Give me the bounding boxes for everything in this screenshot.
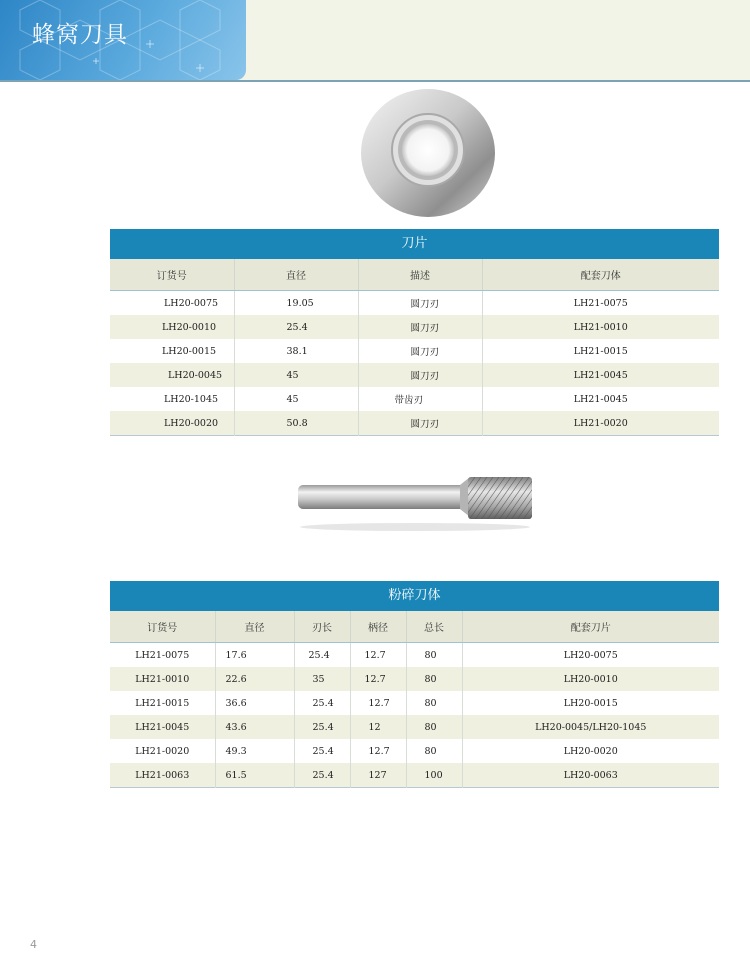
- table-cell: LH20-0075: [563, 649, 618, 661]
- table-cell: 25.4: [294, 715, 350, 739]
- table-row: [110, 291, 719, 316]
- table-cell: LH20-0010: [110, 315, 234, 339]
- table-cell: 圆刀刃: [358, 291, 482, 316]
- table-cell: LH20-0075: [110, 291, 234, 316]
- table-cell: 圆刀刃: [358, 363, 482, 387]
- table-cell: 35: [294, 667, 350, 691]
- table-cell: LH20-0020: [110, 411, 234, 436]
- blade-table: [110, 229, 719, 436]
- table-cell: LH20-1045: [110, 387, 234, 411]
- table-cell: LH21-0020: [482, 411, 719, 436]
- table-cell: 38.1: [234, 339, 358, 363]
- table-cell: 12.7: [350, 691, 406, 715]
- column-header: 总长: [406, 611, 462, 643]
- page-title: 蜂窝刀具: [32, 22, 128, 48]
- table-header-row: [110, 611, 719, 643]
- table-cell: 22.6: [215, 667, 294, 691]
- table-cell: 12.7: [350, 643, 406, 668]
- table-cell: 圆刀刃: [358, 339, 482, 363]
- table-cell: 127: [350, 763, 406, 788]
- table-cell: LH21-0075: [110, 643, 215, 668]
- table-cell: 45: [234, 363, 358, 387]
- table-cell: 80: [406, 667, 462, 691]
- column-header: 配套刀片: [462, 611, 719, 643]
- table-cell: 50.8: [234, 411, 358, 436]
- table-cell: LH21-0045: [482, 363, 719, 387]
- blade-table-caption: 刀片: [110, 229, 719, 259]
- table-cell: LH20-0045: [110, 363, 234, 387]
- table-cell: 12.7: [350, 667, 406, 691]
- table-cell: LH21-0015: [573, 345, 628, 357]
- table-cell: 25.4: [294, 739, 350, 763]
- table-cell: 25.4: [294, 643, 350, 668]
- table-cell: LH20-0010: [462, 667, 719, 691]
- table-cell: 19.05: [234, 291, 358, 316]
- table-row: [110, 411, 719, 436]
- table-cell: LH20-0015: [563, 697, 618, 709]
- table-row: [110, 387, 719, 411]
- table-cell: 80: [406, 715, 462, 739]
- table-cell: LH21-0020: [110, 739, 215, 763]
- table-cell: 圆刀刃: [358, 411, 482, 436]
- table-cell: 25.4: [234, 315, 358, 339]
- table-row: [110, 643, 719, 668]
- table-cell: LH21-0063: [110, 763, 215, 788]
- table-cell: 49.3: [215, 739, 294, 763]
- table-cell: 带齿刃: [358, 387, 482, 411]
- table-cell: 36.6: [215, 691, 294, 715]
- table-header-row: [110, 259, 719, 291]
- page-number: 4: [30, 938, 37, 951]
- table-cell: 圆刀刃: [358, 315, 482, 339]
- table-cell: LH21-0045: [110, 715, 215, 739]
- table-cell: 80: [406, 691, 462, 715]
- table-cell: LH20-0045/LH20-1045: [462, 715, 719, 739]
- table-row: [110, 691, 719, 715]
- table-cell: 12.7: [350, 739, 406, 763]
- table-cell: 80: [406, 739, 462, 763]
- column-header: 直径: [215, 611, 294, 643]
- table-cell: 12: [350, 715, 406, 739]
- table-row: [110, 339, 719, 363]
- circular-blade-image: [360, 88, 496, 218]
- table-row: [110, 763, 719, 788]
- column-header: 描述: [358, 259, 482, 291]
- table-cell: LH21-0010: [482, 315, 719, 339]
- table-cell: 100: [406, 763, 462, 788]
- table-row: [110, 363, 719, 387]
- table-cell: 80: [406, 643, 462, 668]
- table-cell: 45: [234, 387, 358, 411]
- table-cell: 17.6: [215, 643, 294, 668]
- column-header: 直径: [234, 259, 358, 291]
- body-table-caption: 粉碎刀体: [110, 581, 719, 611]
- cutter-body-image: [290, 475, 540, 535]
- table-cell: 25.4: [294, 691, 350, 715]
- column-header: 订货号: [110, 611, 215, 643]
- table-cell: LH20-0020: [563, 745, 618, 757]
- table-row: [110, 667, 719, 691]
- table-cell: LH20-0015: [110, 339, 234, 363]
- table-cell: LH21-0045: [573, 393, 628, 405]
- table-row: [110, 739, 719, 763]
- column-header: 订货号: [110, 259, 234, 291]
- table-row: [110, 315, 719, 339]
- table-cell: LH20-0063: [462, 763, 719, 788]
- table-cell: 61.5: [215, 763, 294, 788]
- column-header: 配套刀体: [482, 259, 719, 291]
- column-header: 刃长: [294, 611, 350, 643]
- column-header: 柄径: [350, 611, 406, 643]
- table-row: [110, 715, 719, 739]
- table-cell: 43.6: [215, 715, 294, 739]
- table-cell: LH21-0010: [110, 667, 215, 691]
- table-cell: LH21-0075: [573, 297, 628, 309]
- table-cell: LH21-0015: [110, 691, 215, 715]
- table-cell: 25.4: [294, 763, 350, 788]
- cutter-body-table: [110, 581, 719, 788]
